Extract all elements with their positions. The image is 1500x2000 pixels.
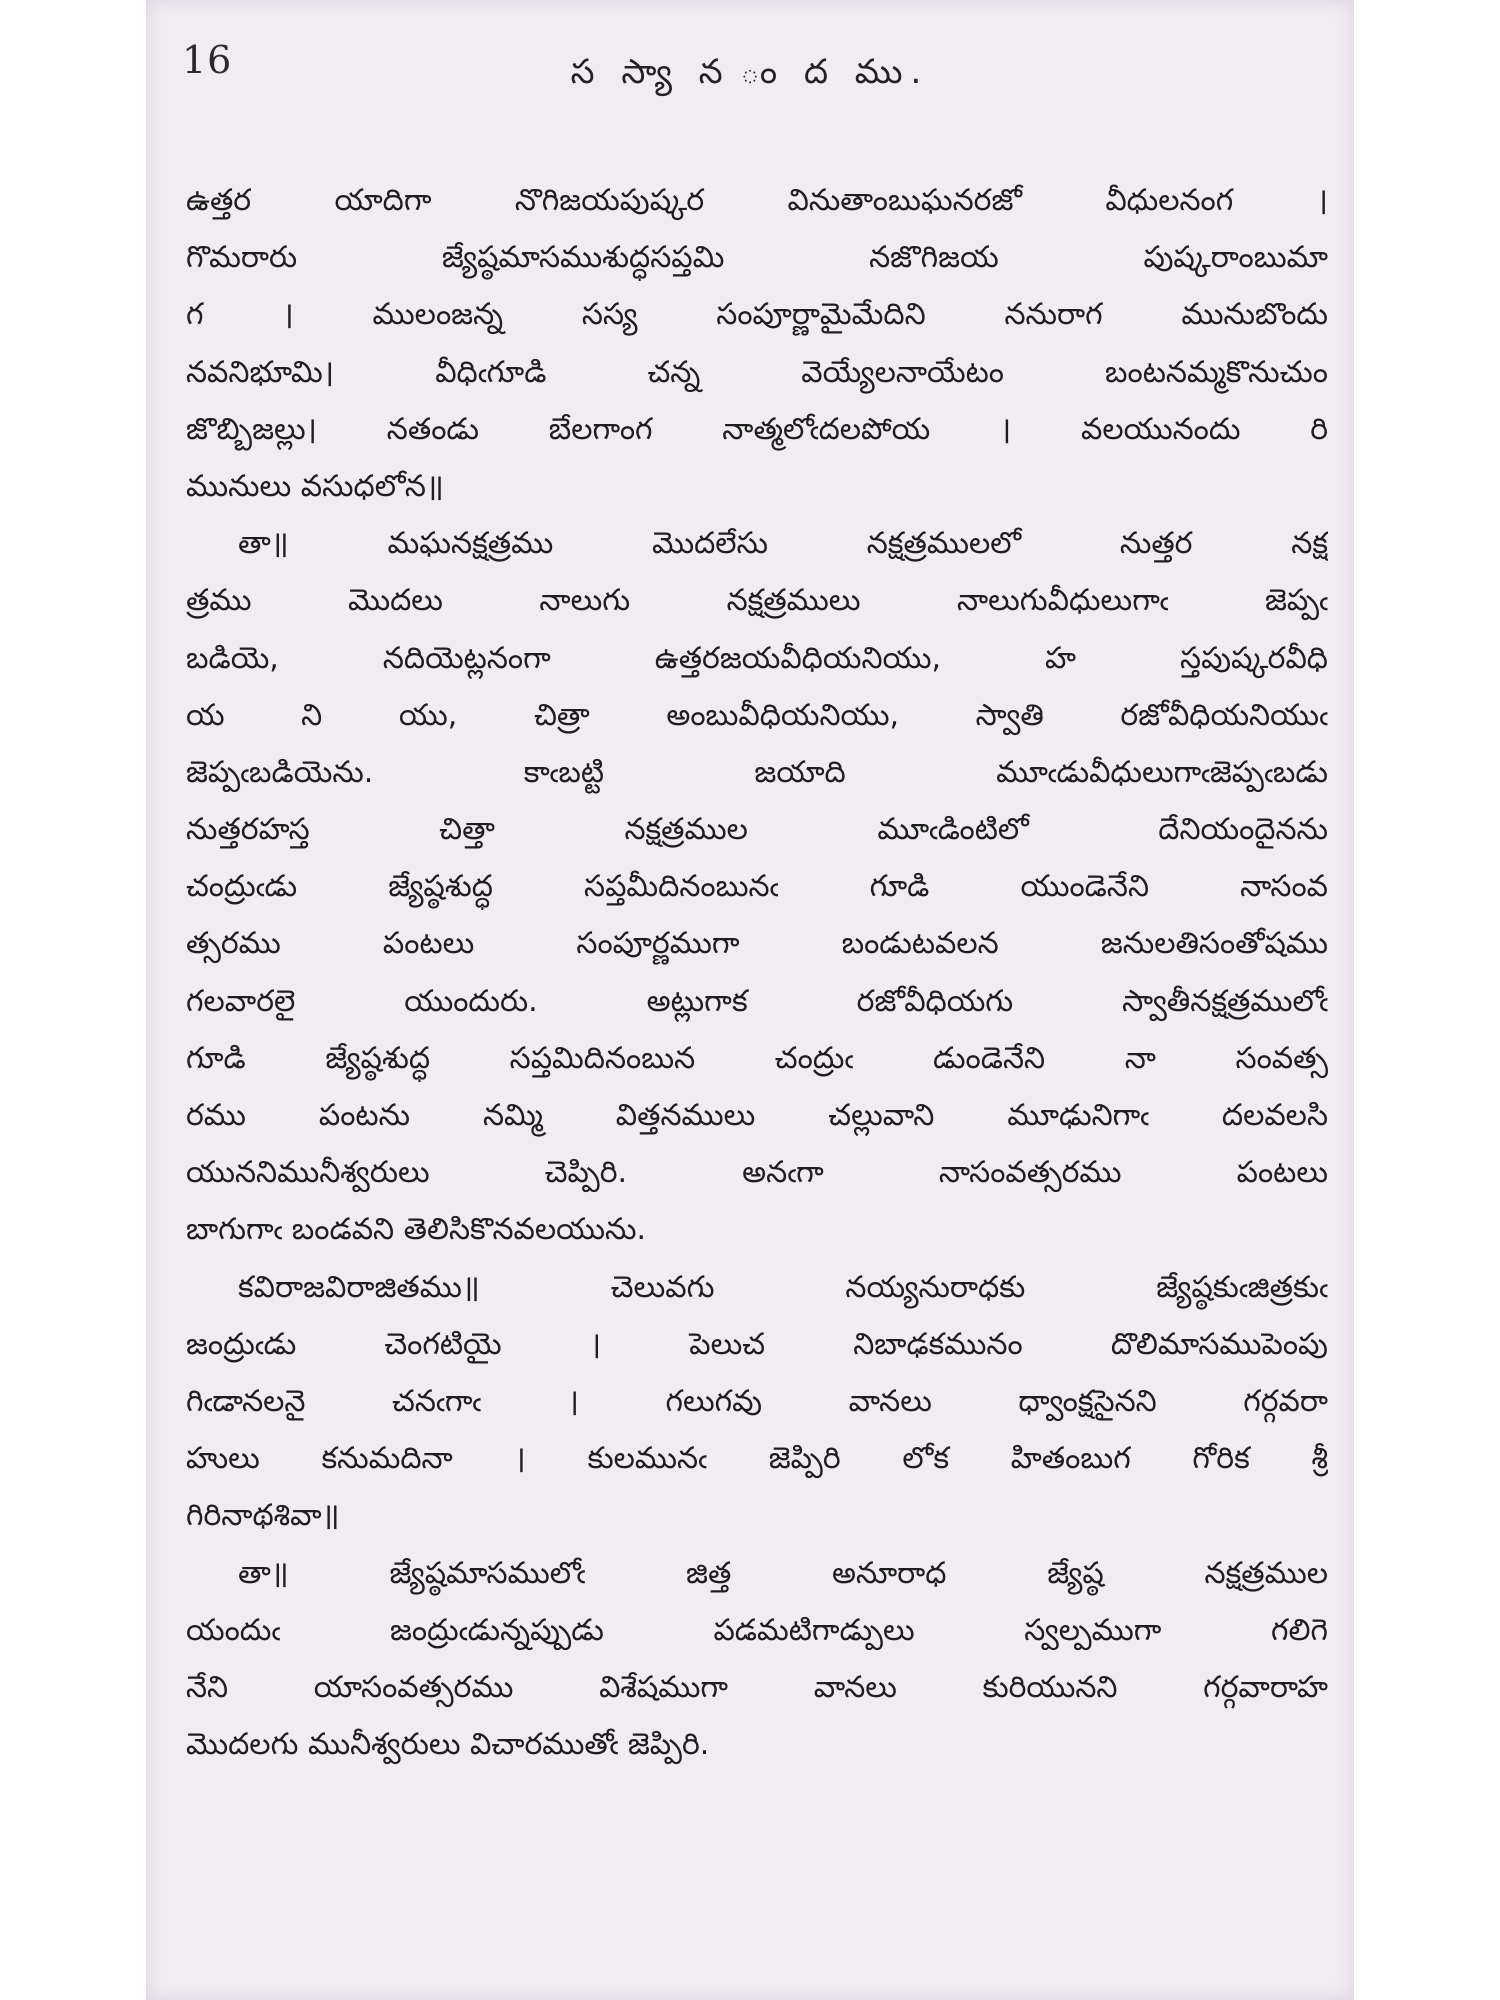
text-line: గ । ములంజన్న సస్య సంపూర్ణామైమేదిని ననురాగ మునుబొందు: [186, 297, 1328, 333]
text-line: యుననిమునీశ్వరులు చెప్పిరి. అనఁగా నాసంవత్సరము పంటలు: [186, 1155, 1328, 1191]
text-line: ఉత్తర యాదిగా నొగిజయపుష్కర వినుతాంబుఘనరజో వీధులనంగ ।: [186, 183, 1328, 218]
text-line: తా॥ మఘనక్షత్రము మొదలేసు నక్షత్రములలో నుత్తర నక్ష: [238, 526, 1328, 562]
text-line: నవనిభూమి। వీధిఁగూడి చన్న వెయ్యేలనాయేటం బంటనమ్మకొనుచుం: [186, 354, 1328, 390]
text-line: జంద్రుఁడు చెంగటియై । పెలుచ నిబాఢకమునం దొలిమాసముపెంపు: [186, 1326, 1328, 1362]
text-line: గలవారలై యుందురు. అట్లుగాక రజోవీధియగు స్వాతీనక్షత్రములోఁ: [186, 983, 1328, 1019]
text-line: నుత్తరహస్త చిత్తా నక్షత్రముల మూఁడింటిలో దేనియందైనను: [186, 812, 1328, 848]
text-line: తా॥ జ్యేష్ఠమాసములోఁ జిత్త అనూరాధ జ్యేష్ఠ నక్షత్రముల: [238, 1555, 1328, 1591]
text-line: హులు కనుమదినా । కులమునఁ జెప్పిరి లోక హితంబుగ గోరిక శ్రీ: [186, 1441, 1328, 1477]
text-line: గిరినాథశివా॥: [186, 1498, 340, 1534]
text-line: కవిరాజవిరాజితము॥ చెలువగు నయ్యనురాధకు జ్యేష్ఠకుఁజిత్రకుఁ: [238, 1269, 1328, 1305]
text-line: గిఁడానలనై చనఁగాఁ । గలుగవు వానలు ధ్వాంక్షసైనని గర్గవరా: [186, 1383, 1328, 1419]
text-line: బడియె, నదియెట్లనంగా ఉత్తరజయవీధియనియు, హ స్తపుష్కరవీధి: [186, 640, 1328, 676]
text-line: బాగుగాఁ బండవని తెలిసికొనవలయును.: [186, 1212, 647, 1248]
text-line: గూడి జ్యేష్ఠశుద్ధ సప్తమిదినంబున చంద్రుఁ డుండెనేని నా సంవత్స: [186, 1040, 1328, 1076]
text-line: రము పంటను నమ్మి విత్తనములు చల్లువాని మూఢునిగాఁ దలవలసి: [186, 1098, 1328, 1133]
text-line: య ని యు, చిత్రా అంబువీధియనియు, స్వాతి రజోవీధియనియుఁ: [186, 697, 1328, 733]
text-line: యందుఁ జంద్రుఁడున్నప్పుడు పడమటిగాడ్పులు స్వల్పముగా గలిగె: [186, 1612, 1328, 1648]
text-line: చంద్రుఁడు జ్యేష్ఠశుద్ధ సప్తమీదినంబునఁ గూడి యుండెనేని నాసంవ: [186, 869, 1328, 905]
text-line: నేని యాసంవత్సరము విశేషముగా వానలు కురియునని గర్గవారాహ: [186, 1669, 1328, 1705]
text-line: త్సరము పంటలు సంపూర్ణముగా బండుటవలన జనులతిసంతోషము: [186, 926, 1328, 962]
text-line: గొమరారు జ్యేష్ఠమాసముశుద్ధసప్తమి నజొగిజయ పుష్కరాంబుమా: [186, 240, 1328, 276]
text-line: జెప్పఁబడియెను. కాఁబట్టి జయాది మూఁడువీధులుగాఁజెప్పఁబడు: [186, 754, 1328, 790]
text-line: జొబ్బిజల్లు। నతండు బేలగాంగ నాత్మలోఁదలపోయ । వలయునందు రి: [186, 411, 1328, 447]
page-number: 16: [182, 38, 233, 82]
text-line: మునులు వసుధలోన॥: [186, 468, 444, 504]
text-line: మొదలగు మునీశ్వరులు విచారముతోఁ జెప్పిరి.: [186, 1727, 710, 1763]
body-text: [186, 172, 1328, 1773]
running-head: స స్యా న ం ద ము.: [570, 52, 930, 92]
text-line: త్రము మొదలు నాలుగు నక్షత్రములు నాలుగువీధులుగాఁ జెప్పఁ: [186, 583, 1328, 619]
